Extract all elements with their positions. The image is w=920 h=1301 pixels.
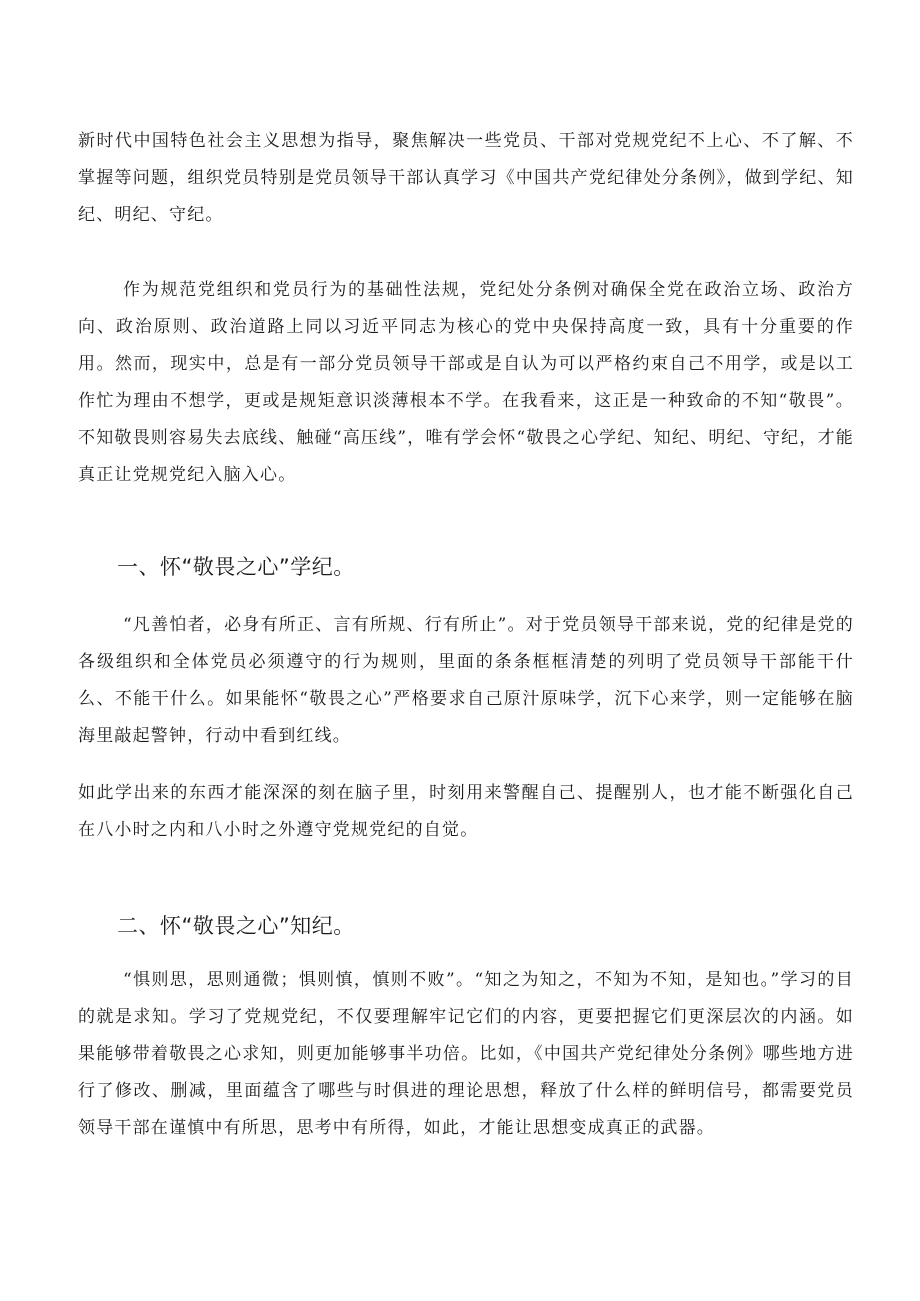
paragraph-learning-outcome: 如此学出来的东西才能深深的刻在脑子里，时刻用来警醒自己、提醒别人，也才能不断强化自己在八小时之内和八小时之外遵守党规党纪的自觉。 [78,783,854,840]
paragraph-role-of-regulations: 作为规范党组织和党员行为的基础性法规，党纪处分条例对确保全党在政治立场、政治方向、政治原则、政治道路上同以习近平同志为核心的党中央保持高度一致，具有十分重要的作用。然而，现实中，总是有一部分党员领导干部或是自认为可以严格约束自己不用学，或是以工作忙为理由不想学，更或是规矩意识淡薄根本不学。在我看来，这正是一种致命的不知“敬畏”。不知敬畏则容易失去底线、触碰“高压线”，唯有学会怀“敬畏之心学纪、知纪、明纪、守纪，才能真正让党规党纪入脑入心。 [78,280,854,485]
section-heading-know-discipline: 二、怀“敬畏之心”知纪。 [117,914,355,938]
paragraph-intro-continuation: 新时代中国特色社会主义思想为指导，聚焦解决一些党员、干部对党规党纪不上心、不了解、不掌握等问题，组织党员特别是党员领导干部认真学习《中国共产党纪律处分条例》，做到学纪、知纪、明纪、守纪。 [78,131,854,225]
paragraph-fear-and-discipline: “凡善怕者，必身有所正、言有所规、行有所止”。对于党员领导干部来说，党的纪律是党的各级组织和全体党员必须遵守的行为规则，里面的条条框框清楚的列明了党员领导干部能干什么、不能干什么。如果能怀“敬畏之心”严格要求自己原汁原味学，沉下心来学，则一定能够在脑海里敲起警钟，行动中看到红线。 [78,615,854,746]
section-heading-learn-discipline: 一、怀“敬畏之心”学纪。 [117,555,355,579]
paragraph-seeking-knowledge: “惧则思，思则通微；惧则慎，慎则不败”。“知之为知之，不知为不知，是知也。”学习的目的就是求知。学习了党规党纪，不仅要理解牢记它们的内容，更要把握它们更深层次的内涵。如果能够带着敬畏之心求知，则更加能够事半功倍。比如，《中国共产党纪律处分条例》哪些地方进行了修改、删减，里面蕴含了哪些与时俱进的理论思想，释放了什么样的鲜明信号，都需要党员领导干部在谨慎中有所思，思考中有所得，如此，才能让思想变成真正的武器。 [78,970,854,1138]
